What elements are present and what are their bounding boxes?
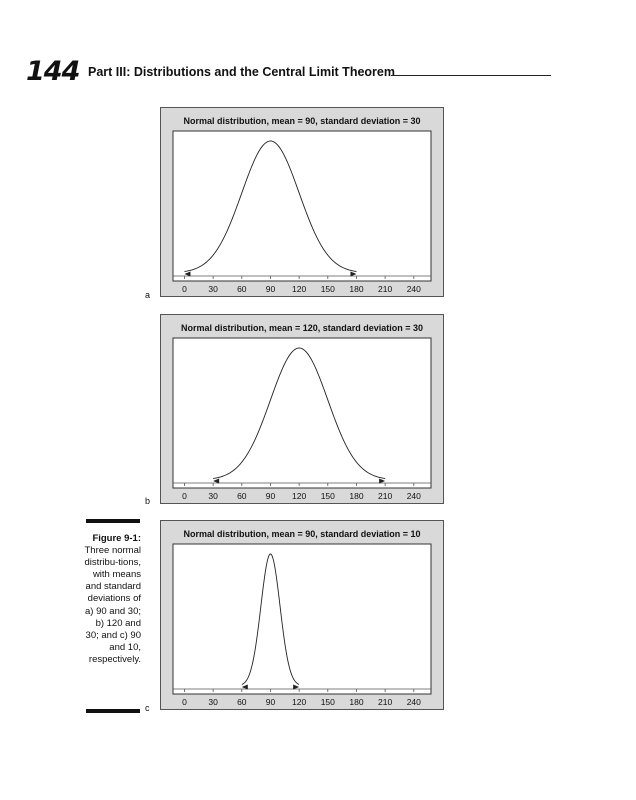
x-tick-label: 30 (208, 491, 218, 501)
x-tick-label: 0 (182, 284, 187, 294)
x-tick-label: 180 (349, 491, 364, 501)
x-tick-label: 210 (378, 491, 393, 501)
caption-bottom-bar (86, 709, 140, 713)
x-tick-label: 240 (406, 491, 421, 501)
x-tick-label: 120 (292, 491, 307, 501)
x-tick-label: 240 (406, 697, 421, 707)
x-tick-label: 60 (237, 284, 247, 294)
chart-title: Normal distribution, mean = 90, standard deviation = 10 (183, 529, 421, 539)
x-tick-label: 150 (320, 697, 335, 707)
figure-caption-label: Figure 9-1: (92, 533, 141, 544)
chart-panel-c (160, 520, 444, 710)
x-tick-label: 150 (320, 284, 335, 294)
chart-title: Normal distribution, mean = 90, standard deviation = 30 (183, 116, 421, 126)
panel-label-c: c (145, 703, 150, 713)
x-tick-label: 30 (208, 284, 218, 294)
x-tick-label: 90 (265, 491, 276, 501)
panel-label-a: a (145, 290, 151, 300)
x-tick-label: 150 (320, 491, 335, 501)
chart-title: Normal distribution, mean = 120, standard deviation = 30 (180, 323, 424, 333)
plot-area (173, 131, 431, 281)
x-tick-label: 90 (265, 284, 276, 294)
x-tick-label: 120 (292, 697, 307, 707)
chart-panel-b (160, 314, 444, 504)
x-tick-label: 210 (378, 284, 393, 294)
x-tick-label: 60 (237, 697, 247, 707)
x-tick-label: 60 (237, 491, 247, 501)
x-tick-label: 240 (406, 284, 421, 294)
plot-area (173, 544, 431, 694)
chart-panel-a (160, 107, 444, 297)
caption-top-bar (86, 519, 140, 523)
chart-svg (160, 520, 444, 710)
header-rule (391, 75, 551, 76)
x-tick-label: 0 (182, 697, 187, 707)
x-tick-label: 120 (292, 284, 307, 294)
x-tick-label: 180 (349, 697, 364, 707)
x-tick-label: 90 (265, 697, 276, 707)
figure-caption-text: Three normal distribu-tions, with means and standard deviations of a) 90 and 30; b) 120 and 30; and c) 90 and 10, respectively. (84, 545, 141, 665)
panel-label-b: b (145, 496, 151, 506)
x-tick-label: 30 (208, 697, 218, 707)
figure-caption (80, 533, 141, 666)
chart-svg (160, 314, 444, 504)
x-tick-label: 180 (349, 284, 364, 294)
x-tick-label: 210 (378, 697, 393, 707)
page-number: 144 (26, 56, 80, 87)
x-tick-label: 0 (182, 491, 187, 501)
plot-area (173, 338, 431, 488)
running-head-title: Part III: Distributions and the Central Limit Theorem (88, 65, 395, 79)
chart-svg (160, 107, 444, 297)
